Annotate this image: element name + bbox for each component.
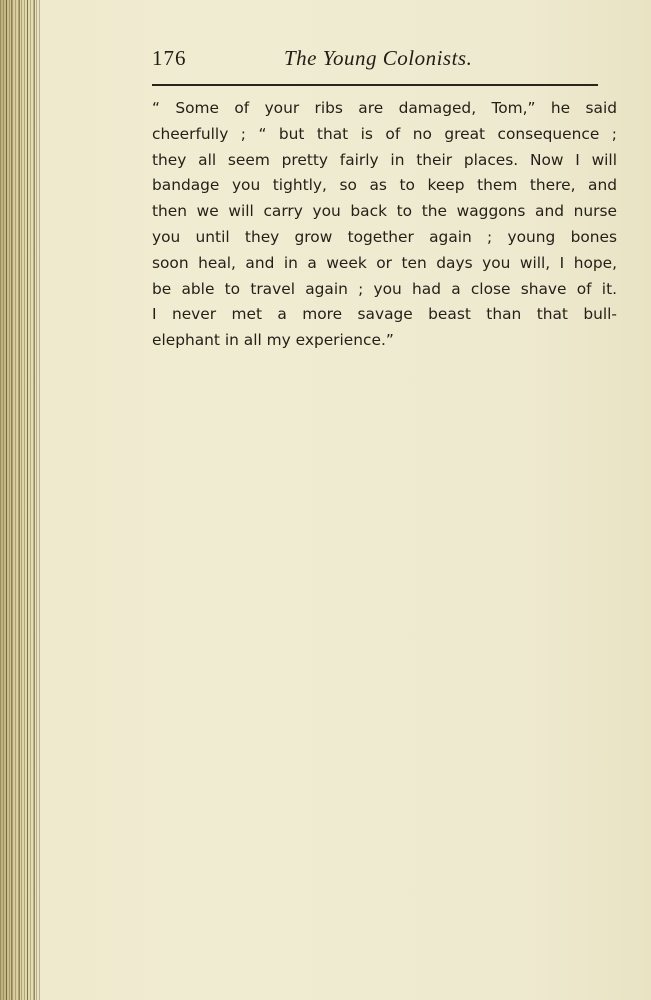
gutter-line: [34, 0, 35, 1000]
header-rule: [152, 84, 598, 86]
page-number: 176: [152, 46, 187, 70]
text-line: be able to travel again ; you had a close shave of it.: [152, 279, 617, 298]
text-line: then we will carry you back to the waggons and nurse: [152, 202, 617, 221]
body-paragraph: [152, 96, 617, 354]
page-header: [152, 46, 597, 76]
text-line: they all seem pretty fairly in their places. Now I will: [152, 150, 617, 169]
gutter-line: [11, 0, 12, 1000]
gutter-line: [27, 0, 28, 1000]
text-line: cheerfully ; “ but that is of no great consequence ;: [152, 124, 617, 143]
text-line: you until they grow together again ; young bones: [152, 227, 617, 246]
gutter-line: [6, 0, 7, 1000]
text-line: bandage you tightly, so as to keep them there, and: [152, 176, 617, 195]
text-line: I never met a more savage beast than that bull-: [152, 305, 617, 324]
gutter-line: [19, 0, 20, 1000]
text-line: elephant in all my experience.”: [152, 331, 394, 350]
running-head: The Young Colonists.: [284, 46, 473, 70]
text-line: “ Some of your ribs are damaged, Tom,” he said: [152, 99, 617, 117]
text-line: soon heal, and in a week or ten days you will, I hope,: [152, 253, 617, 272]
